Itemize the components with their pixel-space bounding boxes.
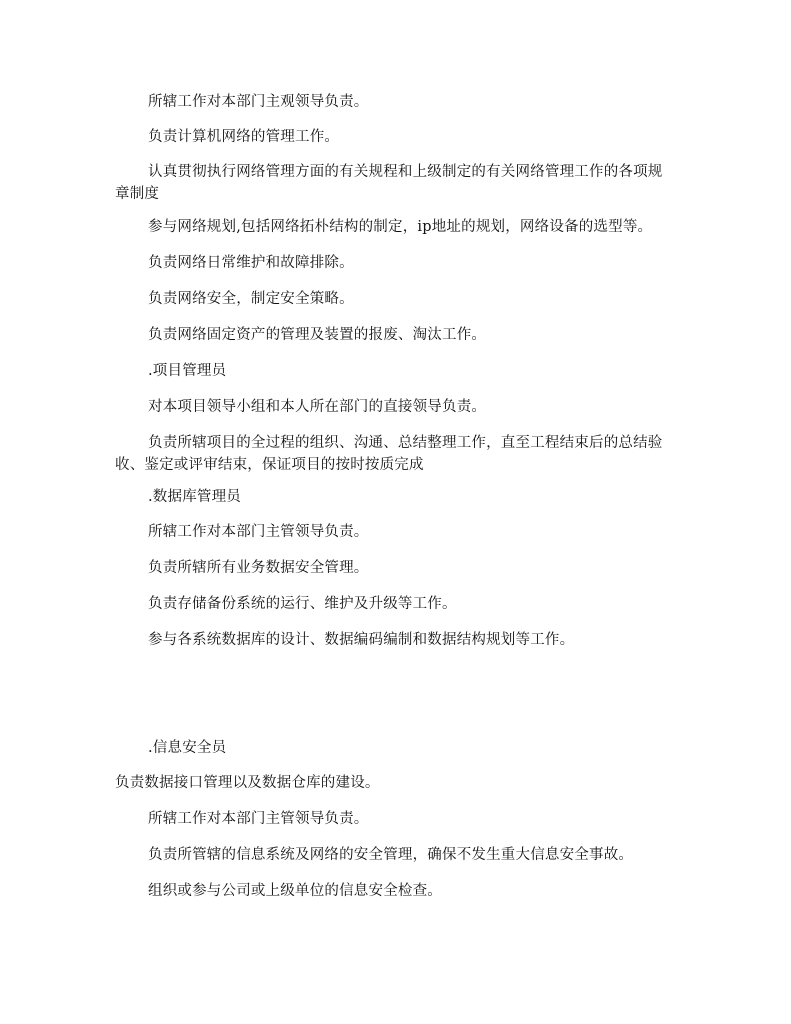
- paragraph: 对本项目领导小组和本人所在部门的直接领导负责。: [148, 399, 487, 415]
- paragraph: 负责数据接口管理以及数据仓库的建设。: [115, 775, 380, 791]
- paragraph: 参与各系统数据库的设计、数据编码编制和数据结构规划等工作。: [148, 632, 575, 648]
- paragraph: 负责网络固定资产的管理及装置的报废、淘汰工作。: [148, 327, 487, 343]
- paragraph: 负责所辖项目的全过程的组织、沟通、总结整理工作，直至工程结束后的总结验收、鉴定或评审结束，保证项目的按时按质完成: [115, 435, 663, 473]
- paragraph: 负责存储备份系统的运行、维护及升级等工作。: [148, 596, 457, 612]
- paragraph: 所辖工作对本部门主管领导负责。: [148, 811, 369, 827]
- paragraph: 认真贯彻执行网络管理方面的有关规程和上级制定的有关网络管理工作的各项规章制度: [115, 164, 663, 202]
- paragraph: 负责计算机网络的管理工作。: [148, 129, 340, 145]
- paragraph: 负责网络日常维护和故障排除。: [148, 255, 354, 271]
- paragraph: 所辖工作对本部门主管领导负责。: [148, 524, 369, 540]
- paragraph: 参与网络规划,包括网络拓朴结构的制定，ip地址的规划，网络设备的选型等。: [148, 219, 653, 235]
- section-heading: .信息安全员: [148, 740, 227, 756]
- paragraph: 负责所管辖的信息系统及网络的安全管理，确保不发生重大信息安全事故。: [148, 847, 634, 863]
- section-heading: .数据库管理员: [148, 489, 242, 505]
- paragraph: 所辖工作对本部门主观领导负责。: [148, 94, 369, 110]
- section-heading: .项目管理员: [148, 363, 227, 379]
- paragraph: 负责网络安全，制定安全策略。: [148, 291, 354, 307]
- paragraph: 负责所辖所有业务数据安全管理。: [148, 560, 369, 576]
- paragraph: 组织或参与公司或上级单位的信息安全检查。: [148, 883, 442, 899]
